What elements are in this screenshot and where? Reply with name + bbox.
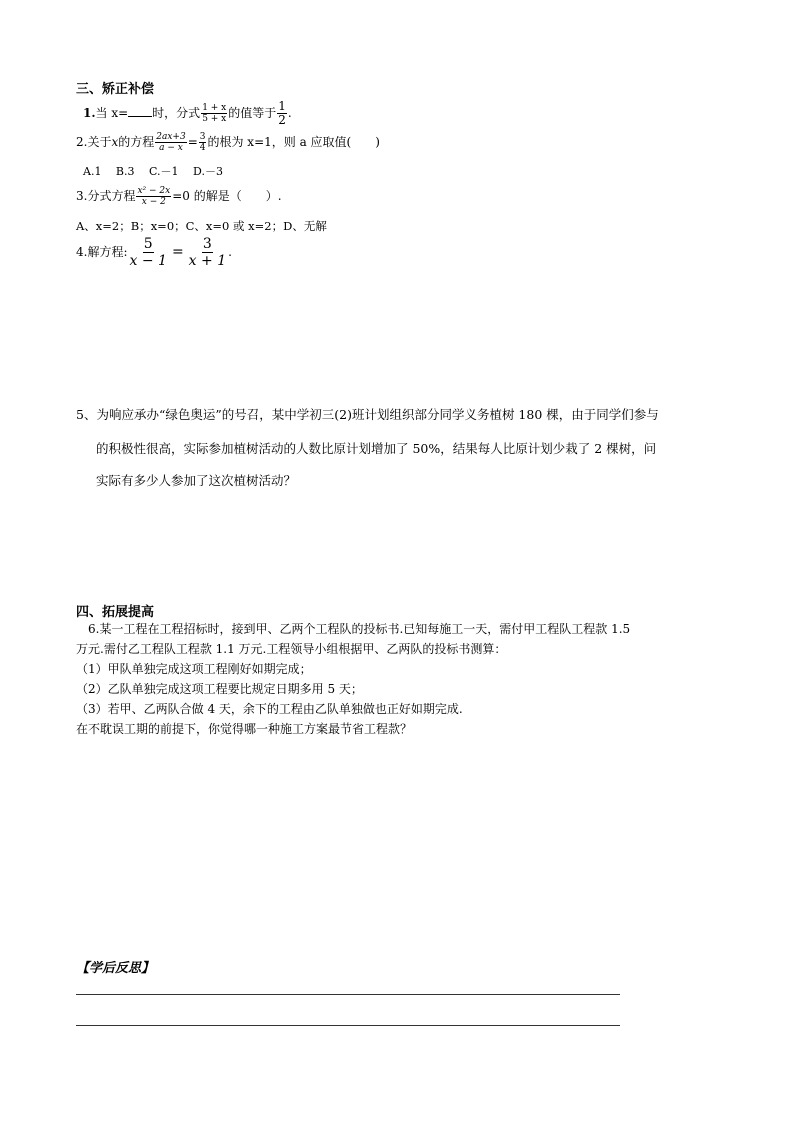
question-3 [76, 186, 282, 207]
q1-text-b: 时，分式 [152, 106, 201, 120]
q1-fraction-den: 5 + x [202, 114, 227, 124]
q2-right-den: 4 [199, 143, 206, 153]
q4-right-den: x + 1 [188, 253, 227, 269]
question-1 [83, 100, 292, 127]
question-4 [76, 236, 232, 269]
q6-line-1: 6.某一工程在工程招标时，接到甲、乙两个工程队的投标书.已知每施工一天，需付甲工程队工程款 1.5 [88, 622, 631, 636]
q1-half-num: 1 [278, 99, 286, 113]
q4-equals: = [171, 244, 184, 260]
q1-text-c: 的值等于 [228, 106, 277, 120]
q4-fraction-left [129, 236, 168, 269]
q1-number: 1. [83, 106, 96, 120]
q2-equals: = [187, 135, 198, 149]
q6-item-1: （1）甲队单独完成这项工程刚好如期完成； [76, 662, 312, 676]
q5-line-3: 实际有多少人参加了这次植树活动？ [96, 473, 297, 488]
q2-fraction-right [199, 132, 207, 153]
q1-half-den: 2 [278, 113, 286, 127]
q4-text-a: 4.解方程: [76, 245, 128, 259]
q3-text-b: =0 的解是（ ）. [172, 189, 282, 203]
q3-fraction [136, 186, 171, 207]
q2-right-num: 3 [199, 132, 206, 142]
q2-var: x [111, 135, 119, 149]
q4-end: . [228, 245, 232, 259]
reflection-line-2[interactable] [76, 1025, 620, 1026]
q4-left-num: 5 [143, 236, 153, 252]
q2-fraction-left [155, 132, 186, 153]
q2-left-den: a − x [159, 143, 183, 153]
q4-fraction-right [188, 236, 227, 269]
q1-fraction-num: 1 + x [202, 103, 227, 113]
q1-end: . [287, 106, 292, 120]
q1-text-a: 当 x= [95, 106, 129, 120]
q2-text-c: 的根为 x=1，则 a 应取值( ) [207, 135, 380, 149]
question-3-options: A、x=2；B；x=0；C、x=0 或 x=2；D、无解 [76, 219, 327, 233]
q4-right-num: 3 [202, 236, 212, 252]
q2-text-b: 的方程 [118, 135, 155, 149]
q3-text-a: 3.分式方程 [76, 189, 136, 203]
q4-left-den: x − 1 [129, 253, 167, 269]
q3-num: x² − 2x [137, 186, 171, 196]
q5-line-1: 5、为响应承办“绿色奥运”的号召，某中学初三(2)班计划组织部分同学义务植树 180 棵，由于同学们参与 [76, 407, 659, 422]
q1-fraction [201, 103, 227, 124]
question-2 [76, 132, 380, 153]
q6-question: 在不耽误工期的前提下，你觉得哪一种施工方案最节省工程款？ [76, 722, 413, 736]
q6-item-2: （2）乙队单独完成这项工程要比规定日期多用 5 天； [76, 682, 363, 696]
section-3-title: 三、矫正补偿 [76, 82, 155, 97]
q1-half [277, 100, 287, 127]
reflection-title: 【学后反思】 [76, 961, 155, 976]
q3-den: x − 2 [141, 197, 166, 207]
q6-item-3: （3）若甲、乙两队合做 4 天，余下的工程由乙队单独做也正好如期完成. [76, 702, 463, 716]
q5-line-2: 的积极性很高，实际参加植树活动的人数比原计划增加了 50%，结果每人比原计划少栽了 2 棵树，问 [96, 441, 657, 456]
q6-line-2: 万元.需付乙工程队工程款 1.1 万元.工程领导小组根据甲、乙两队的投标书测算： [76, 642, 507, 656]
section-4-title: 四、拓展提高 [76, 605, 155, 620]
reflection-line-1[interactable] [76, 994, 620, 995]
q2-text-a: 2.关于 [76, 135, 112, 149]
q2-left-num: 2ax+3 [156, 132, 186, 142]
q1-blank[interactable] [128, 105, 152, 117]
question-2-options: A.1 B.3 C.－1 D.－3 [83, 165, 223, 178]
